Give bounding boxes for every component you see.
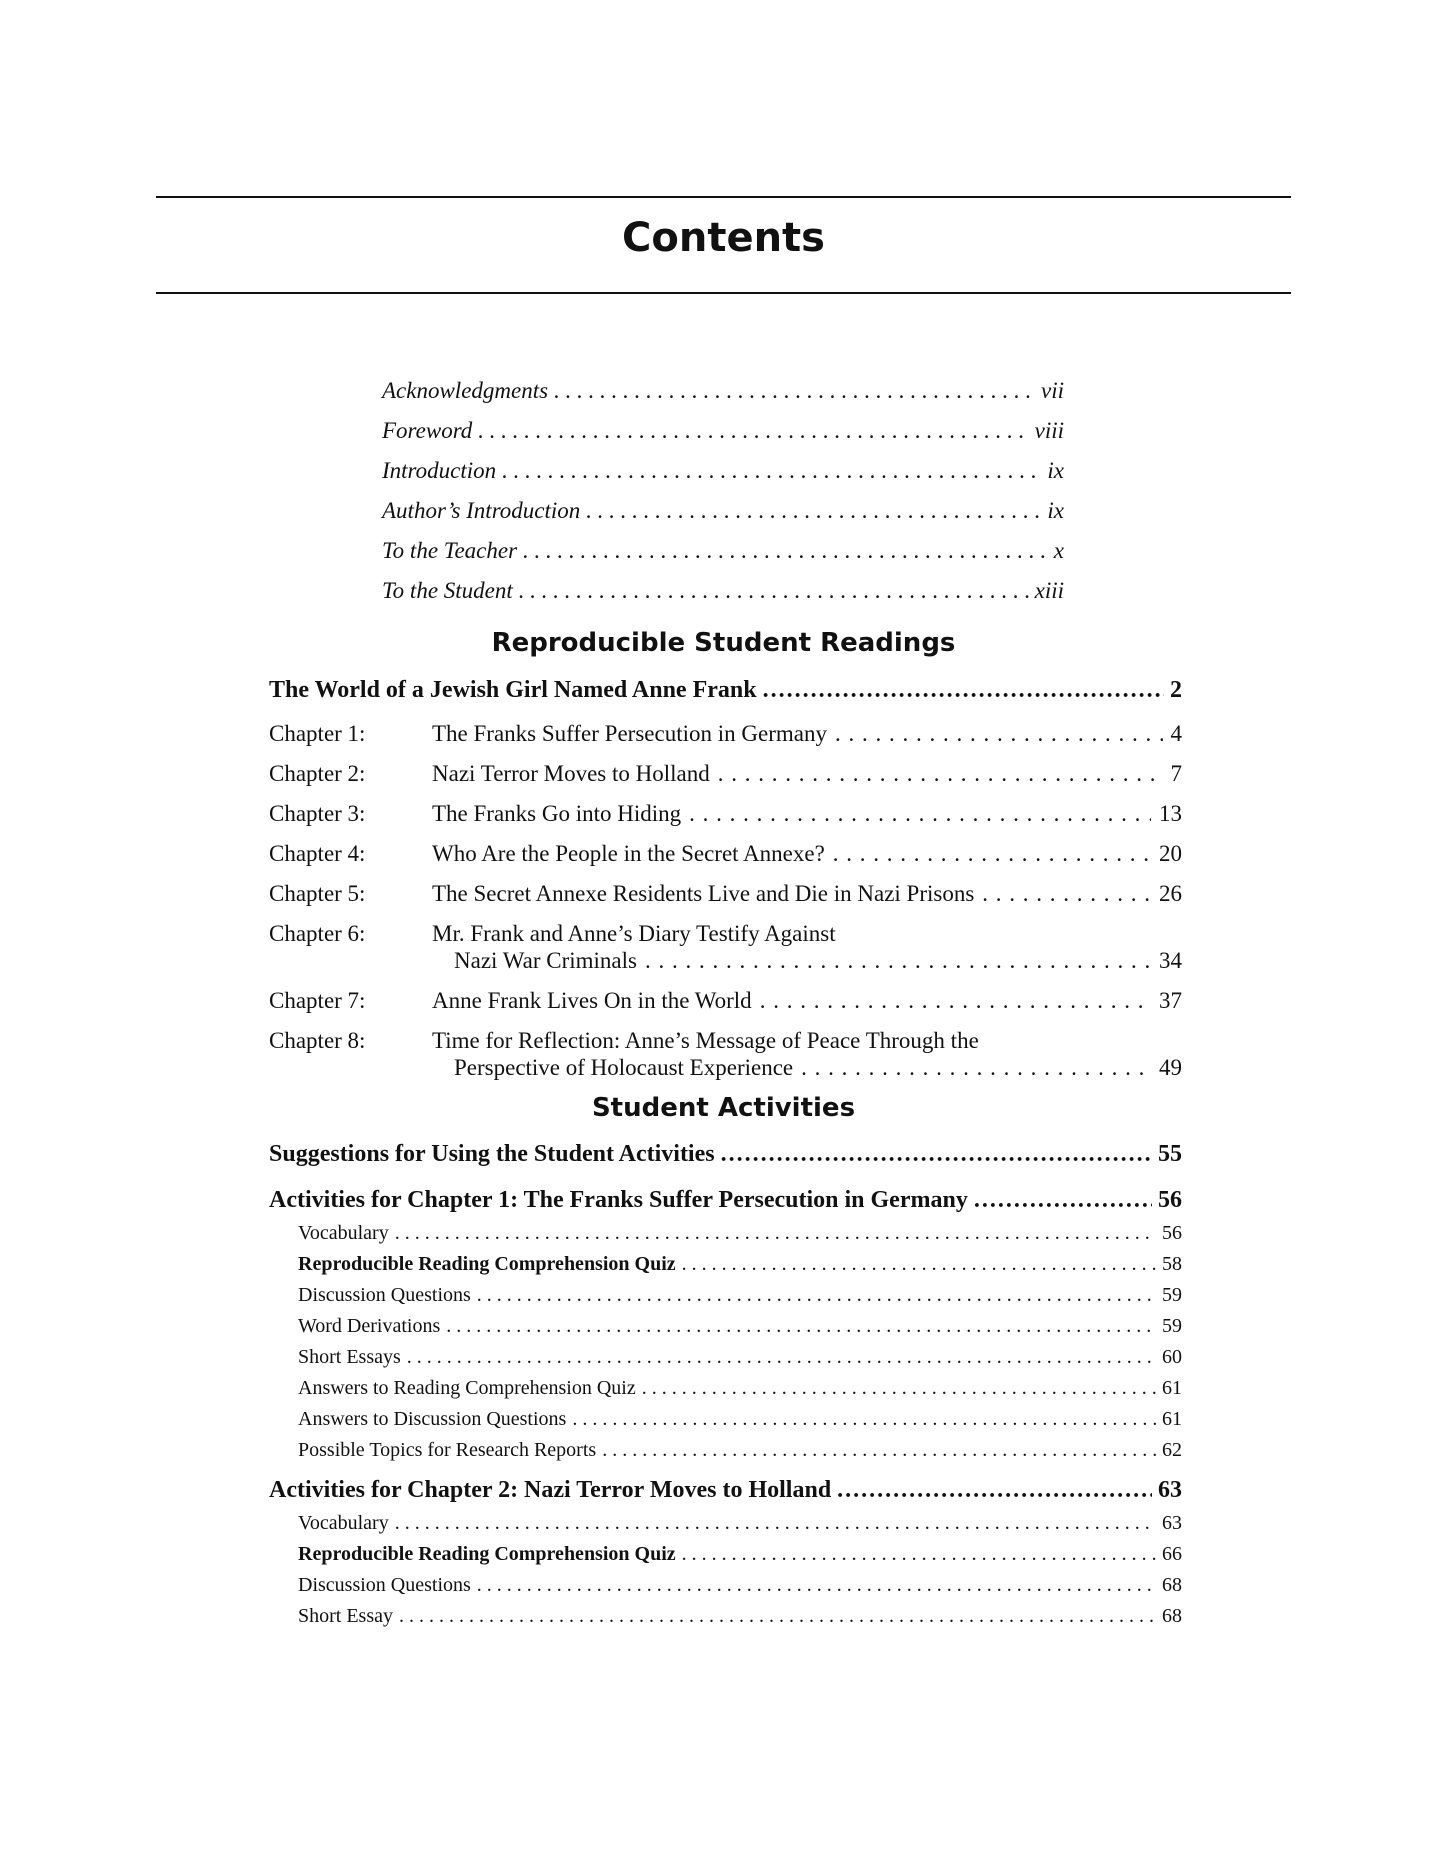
chapter-number: Chapter 3:: [269, 801, 366, 826]
leader-dots: [554, 376, 1035, 406]
toc-entry-acknowledgments[interactable]: [382, 376, 1064, 406]
toc-subentry[interactable]: [298, 1541, 1182, 1567]
chapter-title-continued: Perspective of Holocaust Experience: [454, 1055, 794, 1080]
toc-label: Answers to Discussion Questions: [298, 1408, 567, 1430]
chapter-number: Chapter 8:: [269, 1028, 366, 1053]
toc-label: Introduction: [382, 458, 497, 483]
leader-dots: [602, 1437, 1156, 1463]
section-heading-readings: Reproducible Student Readings: [491, 628, 956, 658]
toc-page: 26: [1159, 881, 1182, 906]
chapter-number: Chapter 7:: [269, 988, 366, 1013]
chapter-title: Time for Reflection: Anne’s Message of Peace Through the: [432, 1028, 979, 1053]
chapter-title: Nazi Terror Moves to Holland: [432, 761, 710, 786]
leader-dots: [682, 1541, 1156, 1567]
toc-page: 63: [1162, 1512, 1182, 1534]
toc-label: Acknowledgments: [382, 378, 549, 403]
leader-dots: [763, 674, 1164, 706]
toc-page: 61: [1162, 1377, 1182, 1399]
toc-page: 58: [1162, 1253, 1182, 1275]
toc-subentry[interactable]: [298, 1603, 1182, 1629]
toc-entry-to-the-teacher[interactable]: [382, 536, 1064, 566]
toc-label: Activities for Chapter 2: Nazi Terror Moves to Holland: [269, 1477, 832, 1503]
toc-label: Reproducible Reading Comprehension Quiz: [298, 1543, 676, 1565]
toc-subentry[interactable]: [298, 1313, 1182, 1339]
page-title: Contents: [622, 215, 825, 261]
toc-page: 7: [1170, 761, 1182, 786]
toc-page: 63: [1158, 1477, 1182, 1503]
leader-dots: [407, 1344, 1156, 1370]
toc-page: 68: [1162, 1605, 1182, 1627]
section-heading-activities: Student Activities: [591, 1093, 856, 1123]
toc-page: ix: [1047, 498, 1064, 523]
chapter-title: Who Are the People in the Secret Annexe?: [432, 841, 825, 866]
leader-dots: [478, 416, 1028, 446]
chapter-title: Mr. Frank and Anne’s Diary Testify Against: [432, 921, 836, 946]
leader-dots: [645, 947, 1151, 974]
leader-dots: [477, 1572, 1156, 1598]
toc-entry-activities-chapter-1[interactable]: [269, 1184, 1182, 1216]
leader-dots: [982, 880, 1151, 907]
chapter-number: Chapter 2:: [269, 761, 366, 786]
toc-label: Short Essays: [298, 1346, 401, 1368]
leader-dots: [760, 987, 1151, 1014]
toc-page: x: [1053, 538, 1064, 563]
toc-subentry[interactable]: [298, 1572, 1182, 1598]
toc-entry-authors-introduction[interactable]: [382, 496, 1064, 526]
chapter-number: Chapter 4:: [269, 841, 366, 866]
toc-page: 56: [1162, 1222, 1182, 1244]
chapter-title: The Secret Annexe Residents Live and Die in Nazi Prisons: [432, 881, 975, 906]
toc-entry-introduction[interactable]: [382, 456, 1064, 486]
leader-dots: [974, 1184, 1152, 1216]
leader-dots: [835, 720, 1163, 747]
toc-label: Foreword: [382, 418, 473, 443]
toc-page: 4: [1170, 721, 1182, 746]
toc-page: 34: [1159, 948, 1182, 973]
toc-label: Vocabulary: [298, 1512, 389, 1534]
toc-label: Vocabulary: [298, 1222, 389, 1244]
toc-page: 68: [1162, 1574, 1182, 1596]
toc-label: Activities for Chapter 1: The Franks Suffer Persecution in Germany: [269, 1187, 968, 1213]
leader-dots: [682, 1251, 1156, 1277]
toc-page: 59: [1162, 1315, 1182, 1337]
leader-dots: [689, 800, 1151, 827]
toc-page: 62: [1162, 1439, 1182, 1461]
toc-subentry[interactable]: [298, 1375, 1182, 1401]
toc-page: xiii: [1034, 578, 1064, 603]
toc-label: Word Derivations: [298, 1315, 441, 1337]
toc-label: Author’s Introduction: [382, 498, 581, 523]
toc-subentry[interactable]: [298, 1282, 1182, 1308]
leader-dots: [718, 760, 1163, 787]
leader-dots: [399, 1603, 1156, 1629]
toc-label: Short Essay: [298, 1605, 393, 1627]
chapter-title: The Franks Suffer Persecution in Germany: [432, 721, 827, 746]
leader-dots: [477, 1282, 1156, 1308]
toc-entry-to-the-student[interactable]: [382, 576, 1064, 606]
toc-page: 20: [1159, 841, 1182, 866]
toc-subentry[interactable]: [298, 1510, 1182, 1536]
leader-dots: [833, 840, 1151, 867]
chapter-title-continued: Nazi War Criminals: [454, 948, 637, 973]
toc-page: 55: [1158, 1141, 1182, 1167]
chapter-number: Chapter 5:: [269, 881, 366, 906]
chapter-title: Anne Frank Lives On in the World: [432, 988, 752, 1013]
leader-dots: [446, 1313, 1156, 1339]
toc-entry-activities-chapter-2[interactable]: [269, 1474, 1182, 1506]
toc-page: 66: [1162, 1543, 1182, 1565]
toc-label: To the Teacher: [382, 538, 518, 563]
leader-dots: [519, 576, 1029, 606]
toc-page: 56: [1158, 1187, 1182, 1213]
bottom-rule: [156, 292, 1291, 294]
toc-page: 61: [1162, 1408, 1182, 1430]
leader-dots: [523, 536, 1048, 566]
chapter-title: The Franks Go into Hiding: [432, 801, 682, 826]
leader-dots: [395, 1220, 1156, 1246]
toc-page: vii: [1041, 378, 1064, 403]
toc-label: The World of a Jewish Girl Named Anne Frank: [269, 677, 757, 703]
leader-dots: [837, 1474, 1152, 1506]
toc-subentry[interactable]: [298, 1220, 1182, 1246]
toc-page: 49: [1159, 1055, 1182, 1080]
leader-dots: [502, 456, 1041, 486]
toc-label: Suggestions for Using the Student Activities: [269, 1141, 715, 1167]
leader-dots: [721, 1138, 1152, 1170]
toc-label: To the Student: [382, 578, 513, 603]
toc-subentry[interactable]: [298, 1251, 1182, 1277]
toc-label: Possible Topics for Research Reports: [298, 1439, 597, 1461]
toc-entry-foreword[interactable]: [382, 416, 1064, 446]
chapter-number: Chapter 6:: [269, 921, 366, 946]
toc-label: Reproducible Reading Comprehension Quiz: [298, 1253, 676, 1275]
leader-dots: [586, 496, 1041, 526]
toc-page: ix: [1047, 458, 1064, 483]
leader-dots: [642, 1375, 1156, 1401]
toc-label: Discussion Questions: [298, 1574, 471, 1596]
toc-label: Discussion Questions: [298, 1284, 471, 1306]
toc-entry-world-of-anne-frank[interactable]: [269, 674, 1182, 706]
toc-subentry[interactable]: [298, 1437, 1182, 1463]
chapter-number: Chapter 1:: [269, 721, 366, 746]
toc-entry-suggestions[interactable]: [269, 1138, 1182, 1170]
toc-subentry[interactable]: [298, 1344, 1182, 1370]
leader-dots: [395, 1510, 1156, 1536]
leader-dots: [572, 1406, 1156, 1432]
top-rule: [156, 196, 1291, 198]
toc-page: 13: [1159, 801, 1182, 826]
toc-page: 59: [1162, 1284, 1182, 1306]
toc-page: 2: [1170, 677, 1182, 703]
toc-page: 60: [1162, 1346, 1182, 1368]
toc-subentry[interactable]: [298, 1406, 1182, 1432]
toc-label: Answers to Reading Comprehension Quiz: [298, 1377, 636, 1399]
toc-page: viii: [1034, 418, 1064, 443]
toc-page: 37: [1159, 988, 1182, 1013]
leader-dots: [801, 1054, 1151, 1081]
